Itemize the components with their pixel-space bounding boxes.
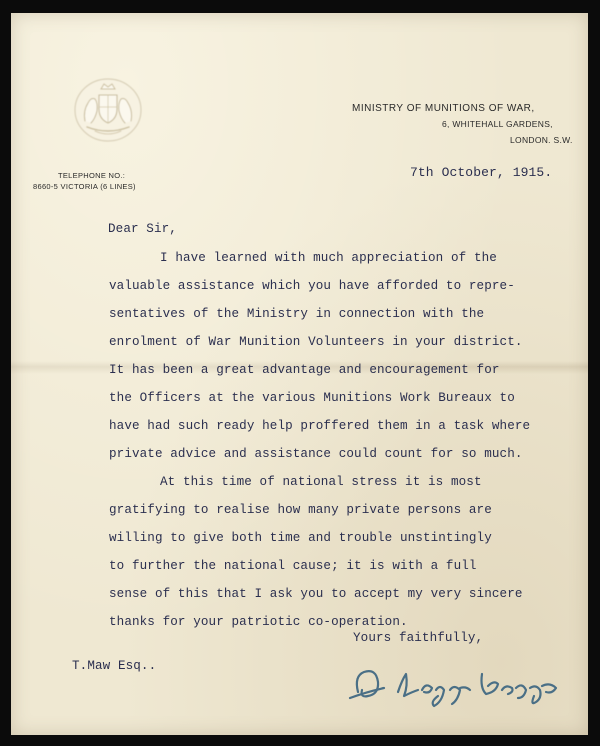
body-line: sense of this that I ask you to accept my very sincere (109, 587, 523, 601)
body-line: sentatives of the Ministry in connection with the (109, 307, 485, 321)
body-line: have had such ready help proffered them in a task where (109, 419, 531, 433)
body-line: I have learned with much appreciation of the (160, 251, 497, 265)
royal-coat-of-arms-emblem (73, 77, 143, 143)
letter-date: 7th October, 1915. (410, 165, 553, 180)
addressee: T.Maw Esq.. (72, 659, 157, 673)
ministry-name: MINISTRY OF MUNITIONS OF WAR, (352, 103, 535, 114)
body-line: enrolment of War Munition Volunteers in your district. (109, 335, 523, 349)
body-line: private advice and assistance could count for so much. (109, 447, 523, 461)
handwritten-signature (346, 662, 566, 708)
salutation: Dear Sir, (108, 222, 177, 236)
telephone-number: 8660-5 VICTORIA (6 LINES) (33, 182, 136, 191)
body-line: It has been a great advantage and encouragement for (109, 363, 500, 377)
closing: Yours faithfully, (353, 631, 484, 645)
body-line: gratifying to realise how many private persons are (109, 503, 492, 517)
body-line: the Officers at the various Munitions Work Bureaux to (109, 391, 515, 405)
telephone-label: TELEPHONE NO.: (58, 171, 126, 180)
body-line: At this time of national stress it is most (160, 475, 482, 489)
address-line-2: LONDON. S.W. (510, 135, 573, 145)
body-line: valuable assistance which you have afforded to repre- (109, 279, 515, 293)
body-line: willing to give both time and trouble unstintingly (109, 531, 492, 545)
body-line: to further the national cause; it is with a full (109, 559, 477, 573)
body-line: thanks for your patriotic co-operation. (109, 615, 408, 629)
address-line-1: 6, WHITEHALL GARDENS, (442, 119, 553, 129)
